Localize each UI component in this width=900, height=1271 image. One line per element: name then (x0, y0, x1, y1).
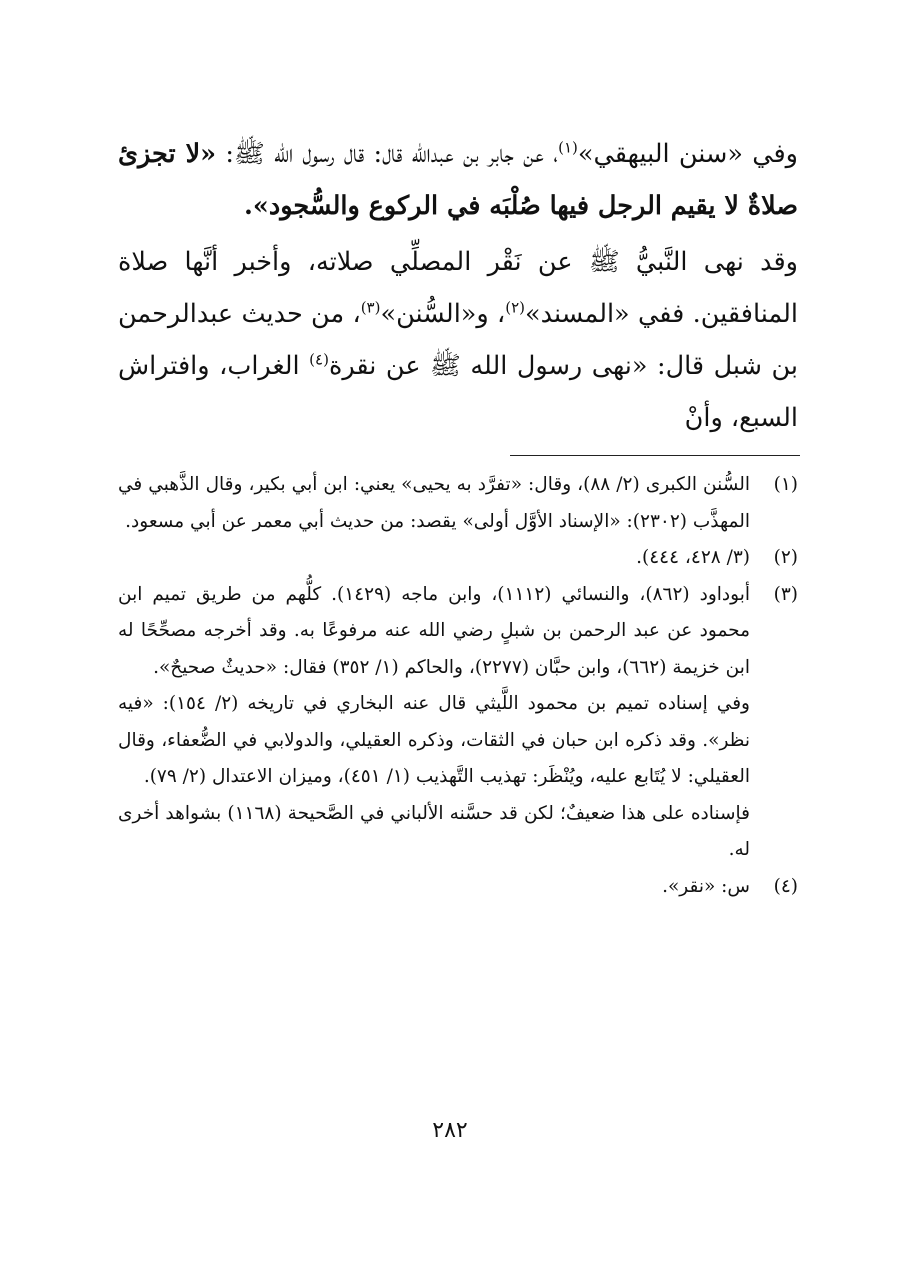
paragraph-2-part-2: ، و«السُّنن» (380, 299, 506, 329)
page-number: ٢٨٢ (432, 1118, 468, 1143)
paragraph-2-part-1: وقد نهى النَّبيُّ ﷺ عن نَقْر المصلِّي صلاته، وأخبر أنَّها صلاة المنافقين. ففي «المسند» (118, 247, 799, 329)
footnote-3-continuation-1: وفي إسناده تميم بن محمود اللَّيثي قال عنه البخاري في تاريخه (٢/ ١٥٤): «فيه نظر». وقد ذكره ابن حبان في الثقات، وذكره العقيلي، والدولابي في الضُّعفاء، وقال العقيلي: لا يُتَابع عليه، ويُنْظَر: تهذيب التَّهذيب (١/ ٤٥١)، وميزان الاعتدال (٢/ ٧٩). (118, 693, 750, 787)
footnote-3-continuation-2: فإسناده على هذا ضعيفٌ؛ لكن قد حسَّنه الألباني في الصَّحيحة (١١٦٨) بشواهد أخرى له. (118, 802, 750, 860)
footnote-4-text: س: «نقر». (662, 875, 750, 897)
footnote-1-text: السُّنن الكبرى (٢/ ٨٨)، وقال: «تفرَّد به يحيى» يعني: ابن أبي بكير، وقال الذَّهبي في المهذَّب (٢٣٠٢): «الإسناد الأوَّل أولى» يقصد: من حديث أبي معمر عن أبي مسعود. (118, 474, 750, 532)
footnote-1-number: (١) (773, 474, 798, 495)
footnote-2-number: (٢) (773, 547, 798, 568)
paragraph-1-lead: وفي «سنن البيهقي» (577, 139, 798, 169)
paragraph-2-part-4: الغراب، وافتراش السبع، وأنْ (118, 351, 798, 433)
footnote-2 (118, 540, 798, 577)
footnote-4-number: (٤) (773, 875, 798, 897)
main-text (118, 128, 798, 444)
footnote-ref-3: (٣) (360, 298, 381, 317)
footnote-ref-4: (٤) (309, 350, 329, 369)
paragraph-1 (118, 128, 798, 232)
footnote-3 (118, 577, 798, 687)
paragraph-1-rest: ، عن جابر بن عبدالله قال: قال رسول الله ﷺ: (225, 139, 559, 169)
hadith-quote: «لا تجزئ صلاةٌ لا يقيم الرجل فيها صُلْبَه في الركوع والسُّجود». (118, 139, 798, 221)
footnote-4 (118, 869, 798, 906)
footnote-separator (510, 455, 800, 456)
paragraph-2-part-3: ، من حديث عبدالرحمن بن شبل قال: «نهى رسول الله ﷺ عن نقرة (118, 299, 799, 381)
paragraph-2 (118, 236, 798, 444)
footnote-3-number: (٣) (773, 583, 798, 605)
footnote-ref-2: (٢) (505, 298, 526, 317)
footnote-3-text: أبوداود (٨٦٢)، والنسائي (١١١٢)، وابن ماجه (١٤٢٩). كلُّهم من طريق تميم ابن محمود عن عبد الرحمن بن شبلٍ رضي الله عنه مرفوعًا به. وقد أخرجه مصحِّحًا له ابن خزيمة (٦٦٢)، وابن حبَّان (٢٢٧٧)، والحاكم (١/ ٣٥٢) فقال: «حديثٌ صحيحٌ». (118, 583, 750, 678)
footnote-ref-1: (١) (558, 138, 578, 157)
footnotes (118, 467, 798, 905)
footnote-2-text: (٣/ ٤٢٨، ٤٤٤). (636, 547, 750, 568)
footnote-1 (118, 467, 798, 540)
